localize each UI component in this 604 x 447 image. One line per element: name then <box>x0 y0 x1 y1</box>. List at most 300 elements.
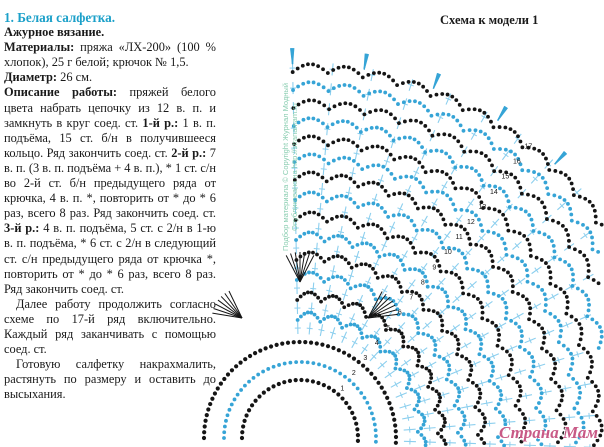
chain-stitch <box>370 288 374 292</box>
chain-stitch <box>444 152 448 156</box>
chain-stitch <box>516 292 520 296</box>
chain-stitch <box>431 229 435 233</box>
chain-stitch <box>326 315 330 319</box>
chain-stitch <box>532 360 536 364</box>
chain-stitch <box>356 71 360 75</box>
chain-stitch <box>396 235 400 239</box>
chain-stitch <box>443 417 447 421</box>
chain-stitch <box>411 314 415 318</box>
chain-stitch <box>560 399 564 403</box>
chain-stitch <box>594 221 598 225</box>
chain-stitch <box>385 149 389 153</box>
chain-stitch <box>437 392 441 396</box>
chain-stitch <box>413 251 417 255</box>
chain-stitch <box>332 255 336 259</box>
centre-ring-stitch <box>315 341 319 345</box>
chain-stitch <box>392 138 396 142</box>
centre-ring-stitch <box>239 388 243 392</box>
centre-ring-stitch <box>374 428 378 432</box>
row-number-label: 13 <box>478 203 487 211</box>
chain-stitch <box>421 85 425 89</box>
chain-stitch <box>442 357 446 361</box>
chain-stitch <box>548 282 552 286</box>
chain-stitch <box>402 369 406 373</box>
centre-ring-stitch <box>266 387 270 391</box>
chain-stitch <box>470 188 474 192</box>
centre-ring-stitch <box>373 376 377 380</box>
chain-stitch <box>523 417 527 421</box>
chain-stitch <box>366 73 370 77</box>
chain-stitch <box>383 253 387 257</box>
chain-stitch <box>577 396 581 400</box>
chain-stitch <box>327 237 331 241</box>
chain-stitch <box>514 322 518 326</box>
chain-stitch <box>361 306 365 310</box>
chain-stitch <box>347 138 351 142</box>
chain-stitch <box>440 241 444 245</box>
chain-stitch <box>424 170 428 174</box>
chain-stitch <box>422 308 426 312</box>
chain-stitch <box>454 383 458 387</box>
chain-stitch <box>419 121 423 125</box>
chain-stitch <box>553 256 557 260</box>
chain-stitch <box>520 192 524 196</box>
chain-stitch <box>471 267 475 271</box>
chain-stitch <box>439 428 443 432</box>
centre-ring-stitch <box>240 436 244 440</box>
centre-ring-stitch <box>336 392 340 396</box>
chain-stitch <box>302 312 306 316</box>
diameter-label: Диаметр: <box>4 70 58 85</box>
chain-stitch <box>496 344 500 348</box>
chain-stitch <box>315 233 319 237</box>
chain-stitch <box>414 119 418 123</box>
chain-stitch <box>330 314 334 318</box>
chain-stitch <box>382 72 386 76</box>
chain-stitch <box>566 233 570 237</box>
chain-stitch <box>380 206 384 210</box>
chain-stitch <box>295 298 299 302</box>
chain-stitch <box>421 303 425 307</box>
chain-stitch <box>386 274 390 278</box>
chain-stitch <box>354 284 358 288</box>
chain-stitch <box>330 217 334 221</box>
chain-stitch <box>503 126 507 130</box>
centre-ring-stitch <box>337 348 341 352</box>
chain-stitch <box>505 223 509 227</box>
chain-stitch <box>406 215 410 219</box>
chain-stitch <box>375 126 379 130</box>
chain-stitch <box>457 276 461 280</box>
chain-stitch <box>484 154 488 158</box>
chain-stitch <box>408 267 412 271</box>
chain-stitch <box>440 435 444 439</box>
chain-stitch <box>529 254 533 258</box>
chain-stitch <box>421 165 425 169</box>
chain-stitch <box>335 174 339 178</box>
chain-stitch <box>418 101 422 105</box>
centre-ring-stitch <box>372 417 376 421</box>
chain-stitch <box>484 246 488 250</box>
centre-ring-stitch <box>244 413 248 417</box>
row-number-label: 14 <box>489 188 498 196</box>
chain-stitch <box>358 327 362 331</box>
chain-stitch <box>457 249 461 253</box>
chain-stitch <box>360 242 364 246</box>
chain-stitch <box>590 236 594 240</box>
chain-stitch <box>441 414 445 418</box>
chain-stitch <box>552 372 556 376</box>
chain-stitch <box>433 348 437 352</box>
centre-ring-stitch <box>394 435 398 439</box>
chain-stitch <box>384 109 388 113</box>
centre-ring-stitch <box>210 397 214 401</box>
chain-stitch <box>545 350 549 354</box>
chain-stitch <box>322 260 326 264</box>
fan-motif-stroke <box>225 293 242 318</box>
chain-stitch <box>441 191 445 195</box>
chain-stitch <box>588 370 592 374</box>
chain-stitch <box>377 163 381 167</box>
chain-stitch <box>394 358 398 362</box>
centre-ring-stitch <box>233 398 237 402</box>
chain-stitch <box>479 429 483 433</box>
centre-ring-stitch <box>261 370 265 374</box>
chain-stitch <box>431 387 435 391</box>
chain-stitch <box>322 280 326 284</box>
chain-stitch <box>476 269 480 273</box>
stitch-crossbar <box>319 189 325 190</box>
chain-stitch <box>497 266 501 270</box>
chain-stitch <box>306 311 310 315</box>
chain-stitch <box>440 319 444 323</box>
chain-stitch <box>440 329 444 333</box>
chain-stitch <box>403 268 407 272</box>
chain-stitch <box>359 331 363 335</box>
chain-stitch <box>338 321 342 325</box>
chain-stitch <box>474 243 478 247</box>
chain-stitch <box>578 250 582 254</box>
chain-stitch <box>431 285 435 289</box>
chain-stitch <box>462 423 466 427</box>
diagram-motifs <box>212 48 566 318</box>
chain-stitch <box>519 339 523 343</box>
chain-stitch <box>527 213 531 217</box>
stitch-crossbar <box>421 266 426 270</box>
chain-stitch <box>401 81 405 85</box>
chain-stitch <box>437 411 441 415</box>
chain-stitch <box>568 207 572 211</box>
chain-stitch <box>350 266 354 270</box>
chain-stitch <box>423 150 427 154</box>
chain-stitch <box>487 357 491 361</box>
row-number-label: 11 <box>455 234 463 242</box>
chain-stitch <box>595 414 599 418</box>
chain-stitch <box>361 224 365 228</box>
chain-stitch <box>484 275 488 279</box>
chain-stitch <box>330 177 334 181</box>
chain-stitch <box>600 223 604 227</box>
chain-stitch <box>387 194 391 198</box>
materials-paragraph <box>4 40 216 70</box>
chain-stitch <box>557 319 561 323</box>
chain-stitch <box>507 199 511 203</box>
chain-stitch <box>585 258 589 262</box>
chain-stitch <box>520 259 524 263</box>
chain-stitch <box>413 138 417 142</box>
centre-ring-stitch <box>311 361 315 365</box>
chain-stitch <box>541 176 545 180</box>
chain-stitch <box>353 86 357 90</box>
chain-stitch <box>316 193 320 197</box>
chain-stitch <box>436 404 440 408</box>
chain-stitch <box>347 261 351 265</box>
chain-stitch <box>506 229 510 233</box>
chain-stitch <box>476 433 480 437</box>
chain-stitch <box>428 369 432 373</box>
centre-ring-stitch <box>361 364 365 368</box>
chain-stitch <box>461 291 465 295</box>
chain-stitch <box>429 372 433 376</box>
chain-stitch <box>490 141 494 145</box>
chain-stitch <box>497 233 501 237</box>
chain-stitch <box>349 286 353 290</box>
chain-stitch <box>559 324 563 328</box>
centre-ring-stitch <box>226 372 230 376</box>
chain-stitch <box>466 232 470 236</box>
chain-stitch <box>430 190 434 194</box>
chain-stitch <box>588 200 592 204</box>
chain-stitch <box>555 408 559 412</box>
chain-stitch <box>358 283 362 287</box>
centre-ring-stitch <box>380 386 384 390</box>
chain-stitch <box>488 184 492 188</box>
chain-stitch <box>368 264 372 268</box>
chain-stitch <box>439 270 443 274</box>
chain-stitch <box>452 136 456 140</box>
chain-stitch <box>489 120 493 124</box>
row-number-label: 3 <box>363 355 368 363</box>
row3-text: 4 в. п. подъёма, 5 ст. с 2/н в 1-ю в. п. подъёма, * 6 ст. с 2/н в следующий ст. с/н предыдущего ряда от крючка *, повторить от * до * 6 раз, всего 8 раз. Ряд закончить соед. ст. <box>4 221 216 296</box>
chain-stitch <box>371 164 375 168</box>
chain-stitch <box>566 202 570 206</box>
row1-text: 1 в. п. подъёма, 15 ст. б/н в получившееся кольцо. Ряд закончить соед. ст. <box>4 115 216 160</box>
watermark-line-2: Опубликовано на http://stranamam.ru <box>290 103 299 231</box>
chain-stitch <box>456 139 460 143</box>
chain-stitch <box>532 147 536 151</box>
centre-ring-stitch <box>338 372 342 376</box>
row-number-label: 4 <box>374 339 379 347</box>
centre-ring-stitch <box>316 381 320 385</box>
chain-stitch <box>528 306 532 310</box>
centre-ring-stitch <box>208 402 212 406</box>
chain-stitch <box>537 230 541 234</box>
chain-stitch <box>381 146 385 150</box>
chain-stitch <box>451 160 455 164</box>
chain-stitch <box>361 203 365 207</box>
chain-stitch <box>467 237 471 241</box>
chain-stitch <box>570 267 574 271</box>
chain-stitch <box>462 439 466 443</box>
chain-stitch <box>528 243 532 247</box>
row-number-label: 8 <box>420 279 425 287</box>
chain-stitch <box>408 377 412 381</box>
chain-stitch <box>424 367 428 371</box>
chain-stitch <box>586 298 590 302</box>
chain-stitch <box>322 104 326 108</box>
chain-stitch <box>417 399 421 403</box>
chain-stitch <box>463 313 467 317</box>
chain-stitch <box>333 104 337 108</box>
chain-stitch <box>407 382 411 386</box>
chain-stitch <box>452 247 456 251</box>
stitch-crossbar <box>323 149 329 150</box>
stitch-crossbar <box>506 397 507 403</box>
chain-stitch <box>321 121 325 125</box>
chain-stitch <box>590 365 594 369</box>
stitch-crossbar <box>334 251 340 252</box>
chain-stitch <box>414 177 418 181</box>
chain-stitch <box>474 191 478 195</box>
description-paragraph <box>4 85 216 296</box>
centre-ring-stitch <box>206 407 210 411</box>
centre-ring-stitch <box>288 379 292 383</box>
chain-stitch <box>600 335 604 339</box>
chain-stitch <box>477 409 481 413</box>
chain-stitch <box>541 415 545 419</box>
chain-stitch <box>429 149 433 153</box>
chain-stitch <box>497 333 501 337</box>
centre-ring-stitch <box>277 363 281 367</box>
stitch-crossbar <box>504 153 509 157</box>
chain-stitch <box>502 268 506 272</box>
centre-ring-stitch <box>266 367 270 371</box>
chain-stitch <box>544 303 548 307</box>
chain-stitch <box>448 155 452 159</box>
chain-stitch <box>343 101 347 105</box>
chain-stitch <box>515 380 519 384</box>
chain-stitch <box>480 316 484 320</box>
centre-ring-stitch <box>352 382 356 386</box>
chain-stitch <box>480 244 484 248</box>
chain-stitch <box>456 347 460 351</box>
chain-stitch <box>486 318 490 322</box>
chain-stitch <box>483 132 487 136</box>
chain-stitch <box>498 210 502 214</box>
chain-stitch <box>482 355 486 359</box>
chain-stitch <box>332 159 336 163</box>
chain-stitch <box>450 95 454 99</box>
centre-ring-stitch <box>311 379 315 383</box>
chain-stitch <box>317 155 321 159</box>
stitch-crossbar <box>584 233 587 238</box>
chain-stitch <box>505 194 509 198</box>
chain-stitch <box>503 242 507 246</box>
chain-stitch <box>443 223 447 227</box>
stitch-crossbar <box>307 328 313 329</box>
chain-stitch <box>549 276 553 280</box>
chain-stitch <box>476 401 480 405</box>
chain-stitch <box>421 271 425 275</box>
chain-stitch <box>479 130 483 134</box>
chain-stitch <box>518 186 522 190</box>
chain-stitch <box>381 165 385 169</box>
chain-stitch <box>532 194 536 198</box>
chain-stitch <box>356 205 360 209</box>
chain-stitch <box>407 313 411 317</box>
chain-stitch <box>319 276 323 280</box>
chain-stitch <box>413 408 417 412</box>
chain-stitch <box>454 187 458 191</box>
chain-stitch <box>486 115 490 119</box>
chain-stitch <box>480 229 484 233</box>
chain-stitch <box>542 341 546 345</box>
stitch-crossbar <box>409 283 414 287</box>
finish-paragraph: Готовую салфетку накрахмалить, растянуть по размеру и оставить до высыхания. <box>4 357 216 402</box>
chain-stitch <box>325 179 329 183</box>
chain-stitch <box>435 169 439 173</box>
chain-stitch <box>373 90 377 94</box>
chain-stitch <box>397 121 401 125</box>
chain-stitch <box>363 283 367 287</box>
chain-stitch <box>492 292 496 296</box>
chain-stitch <box>445 172 449 176</box>
chain-stitch <box>459 186 463 190</box>
centre-ring-stitch <box>247 380 251 384</box>
centre-ring-stitch <box>352 357 356 361</box>
chain-stitch <box>371 223 375 227</box>
centre-ring-stitch <box>306 360 310 364</box>
chain-stitch <box>396 255 400 259</box>
chain-stitch <box>474 213 478 217</box>
chain-stitch <box>477 388 481 392</box>
chain-stitch <box>422 332 426 336</box>
chain-stitch <box>423 124 427 128</box>
centre-ring-stitch <box>242 419 246 423</box>
chain-stitch <box>356 243 360 247</box>
chain-stitch <box>548 312 552 316</box>
chain-stitch <box>402 312 406 316</box>
chain-stitch <box>360 336 364 340</box>
centre-ring-stitch <box>283 362 287 366</box>
chain-stitch <box>380 127 384 131</box>
chain-stitch <box>442 438 446 442</box>
centre-ring-stitch <box>216 386 220 390</box>
chain-stitch <box>597 281 601 285</box>
chain-stitch <box>326 143 330 147</box>
chain-stitch <box>325 200 329 204</box>
stitch-crossbar <box>330 271 336 272</box>
pattern-title: 1. Белая салфетка. <box>4 10 116 25</box>
chain-stitch <box>544 297 548 301</box>
chain-stitch <box>531 282 535 286</box>
chain-stitch <box>591 204 595 208</box>
stitch-crossbar <box>326 290 332 291</box>
chain-stitch <box>460 410 464 414</box>
chain-stitch <box>344 258 348 262</box>
chain-stitch <box>417 396 421 400</box>
chain-stitch <box>417 161 421 165</box>
chain-stitch <box>596 250 600 254</box>
chain-stitch <box>405 237 409 241</box>
chain-stitch <box>395 83 399 87</box>
centre-ring-stitch <box>365 401 369 405</box>
chain-stitch <box>540 201 544 205</box>
chain-stitch <box>344 174 348 178</box>
chain-stitch <box>342 65 346 69</box>
chain-stitch <box>386 215 390 219</box>
chain-stitch <box>520 334 524 338</box>
